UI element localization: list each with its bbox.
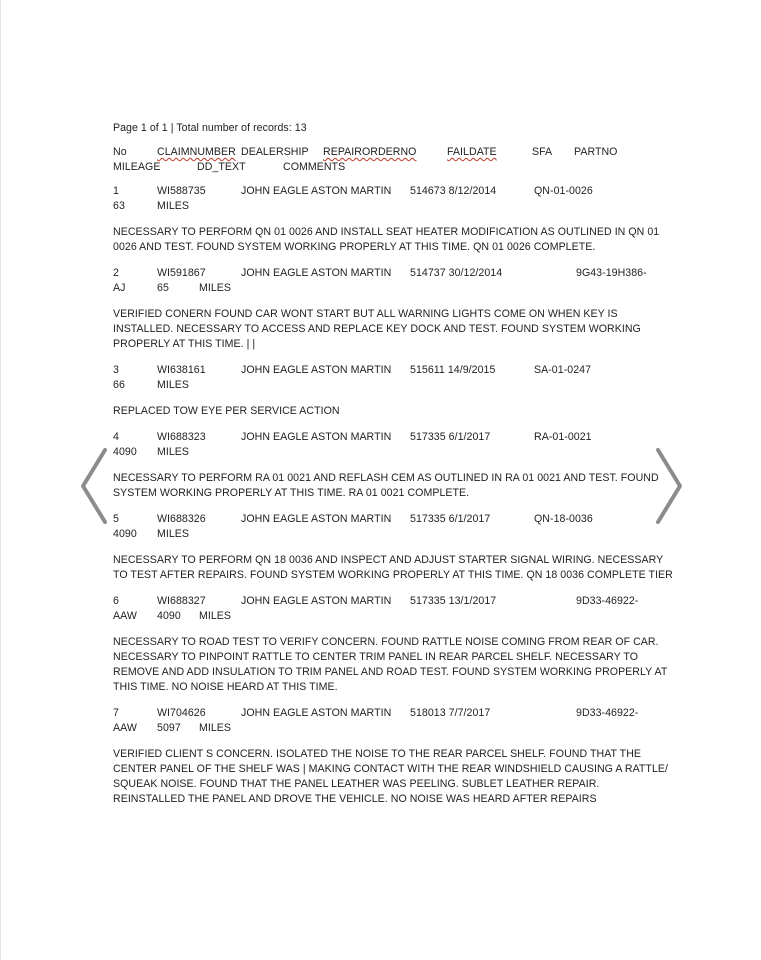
col-dd-text: DD_TEXT bbox=[197, 161, 246, 173]
record-ro-date: 517335 6/1/2017 bbox=[410, 513, 491, 525]
record-row bbox=[113, 363, 673, 378]
record-dealer: JOHN EAGLE ASTON MARTIN bbox=[241, 431, 392, 443]
record-row bbox=[113, 266, 673, 281]
record-mileage-row bbox=[113, 445, 673, 460]
col-repairorderno: REPAIRORDERNO bbox=[323, 146, 417, 158]
record-ro-date: 518013 7/7/2017 bbox=[410, 707, 491, 719]
record-miles: MILES bbox=[157, 200, 190, 212]
record-no: 7 bbox=[113, 707, 119, 719]
col-partno: PARTNO bbox=[574, 146, 618, 158]
record-comment: NECESSARY TO PERFORM QN 01 0026 AND INSTALL SEAT HEATER MODIFICATION AS OUTLINED IN QN 01 0026 AND TEST. FOUND SYSTEM WORKING PROPERLY AT THIS TIME. QN 01 0026 COMPLETE. bbox=[113, 226, 660, 253]
record-miles: MILES bbox=[199, 610, 232, 622]
record-claim: WI688323 bbox=[157, 431, 206, 443]
col-sfa: SFA bbox=[532, 146, 553, 158]
record-mileage-row bbox=[113, 721, 673, 736]
col-mileage: MILEAGE bbox=[113, 161, 161, 173]
record-mileage: 66 bbox=[113, 379, 125, 391]
record-miles: MILES bbox=[199, 722, 232, 734]
col-faildate: FAILDATE bbox=[447, 146, 497, 158]
record-miles: MILES bbox=[199, 282, 232, 294]
col-no: No bbox=[113, 146, 127, 158]
record-miles: MILES bbox=[157, 528, 190, 540]
record-dealer: JOHN EAGLE ASTON MARTIN bbox=[241, 595, 392, 607]
record-comment: NECESSARY TO PERFORM RA 01 0021 AND REFLASH CEM AS OUTLINED IN RA 01 0021 AND TEST. FOUND SYSTEM WORKING PROPERLY AT THIS TIME. RA 01 0021 COMPLETE. bbox=[113, 472, 659, 499]
record-mileage-row bbox=[113, 199, 673, 214]
record-ro-date: 515611 14/9/2015 bbox=[410, 364, 496, 376]
record-mileage: 4090 bbox=[113, 528, 137, 540]
record-sfa: RA-01-0021 bbox=[534, 431, 592, 443]
chevron-right-icon bbox=[654, 446, 684, 526]
record-ro-date: 514673 8/12/2014 bbox=[410, 185, 497, 197]
record-mileage-row bbox=[113, 281, 673, 296]
column-header-row bbox=[113, 145, 673, 160]
record-mileage-row bbox=[113, 378, 673, 393]
record-no: 5 bbox=[113, 513, 119, 525]
record-no: 3 bbox=[113, 364, 119, 376]
record-comment: VERIFIED CONERN FOUND CAR WONT START BUT ALL WARNING LIGHTS COME ON WHEN KEY IS INSTALLED. NECESSARY TO ACCESS AND REPLACE KEY DOCK AND TEST. FOUND SYSTEM WORKING PROPERLY AT THIS TIME. | | bbox=[113, 308, 641, 350]
record-sfa: 9D33-46922- bbox=[576, 707, 639, 719]
record-comment: NECESSARY TO ROAD TEST TO VERIFY CONCERN. FOUND RATTLE NOISE COMING FROM REAR OF CAR. NECESSARY TO PINPOINT RATTLE TO CENTER TRIM PANEL IN REAR PARCEL SHELF. NECESSARY TO REMOVE AND ADD INSULATION TO TRIM PANEL AND ROAD TEST. FOUND SYSTEM WORKING PROPERLY AT THIS TIME. NO NOISE HEARD AT THIS TIME. bbox=[113, 636, 668, 693]
record-ro-date: 514737 30/12/2014 bbox=[410, 267, 503, 279]
record-comment: NECESSARY TO PERFORM QN 18 0036 AND INSPECT AND ADJUST STARTER SIGNAL WIRING. NECESSARY TO TEST AFTER REPAIRS. FOUND SYSTEM WORKING PROPERLY AT THIS TIME. QN 18 0036 COMPLETE TIER bbox=[113, 554, 673, 581]
record-row bbox=[113, 594, 673, 609]
chevron-left-icon bbox=[79, 446, 109, 526]
record-row bbox=[113, 706, 673, 721]
record-row bbox=[113, 512, 673, 527]
col-comments: COMMENTS bbox=[283, 161, 346, 173]
record-row bbox=[113, 430, 673, 445]
record-no: 6 bbox=[113, 595, 119, 607]
record-claim: WI591867 bbox=[157, 267, 206, 279]
record-sfa: QN-18-0036 bbox=[534, 513, 593, 525]
record-comment: REPLACED TOW EYE PER SERVICE ACTION bbox=[113, 405, 340, 417]
next-page-button[interactable] bbox=[650, 446, 688, 526]
col-claimnumber: CLAIMNUMBER bbox=[157, 146, 236, 158]
record-dealer: JOHN EAGLE ASTON MARTIN bbox=[241, 364, 392, 376]
record-mileage: 4090 bbox=[113, 446, 137, 458]
record-claim: WI704626 bbox=[157, 707, 206, 719]
record-claim: WI638161 bbox=[157, 364, 206, 376]
record-ro-date: 517335 6/1/2017 bbox=[410, 431, 491, 443]
record-mileage-row bbox=[113, 527, 673, 542]
record-sfa: 9D33-46922- bbox=[576, 595, 639, 607]
record-dealer: JOHN EAGLE ASTON MARTIN bbox=[241, 513, 392, 525]
column-header-row-2 bbox=[113, 160, 673, 175]
record-mileage: 63 bbox=[113, 200, 125, 212]
record-no: 1 bbox=[113, 185, 119, 197]
record-sfa: SA-01-0247 bbox=[534, 364, 592, 376]
record-sfa: QN-01-0026 bbox=[534, 185, 593, 197]
record-dealer: JOHN EAGLE ASTON MARTIN bbox=[241, 267, 392, 279]
record-claim: WI688327 bbox=[157, 595, 206, 607]
record-mileage: 5097 bbox=[157, 722, 181, 734]
record-mileage-row bbox=[113, 609, 673, 624]
record-miles: MILES bbox=[157, 379, 190, 391]
record-row bbox=[113, 184, 673, 199]
record-ro-date: 517335 13/1/2017 bbox=[410, 595, 497, 607]
record-mileage: 4090 bbox=[157, 610, 181, 622]
record-dealer: JOHN EAGLE ASTON MARTIN bbox=[241, 707, 392, 719]
col-dealership: DEALERSHIP bbox=[241, 146, 309, 158]
record-claim: WI688326 bbox=[157, 513, 206, 525]
previous-page-button[interactable] bbox=[75, 446, 113, 526]
record-claim: WI588735 bbox=[157, 185, 206, 197]
record-part-suffix: AJ bbox=[113, 282, 126, 294]
record-miles: MILES bbox=[157, 446, 190, 458]
page-info: Page 1 of 1 | Total number of records: 13 bbox=[113, 122, 307, 134]
record-no: 2 bbox=[113, 267, 119, 279]
warranty-claims-report bbox=[113, 121, 673, 807]
record-part-suffix: AAW bbox=[113, 722, 137, 734]
record-comment: VERIFIED CLIENT S CONCERN. ISOLATED THE NOISE TO THE REAR PARCEL SHELF. FOUND THAT THE CENTER PANEL OF THE SHELF WAS | MAKING CONTACT WITH THE REAR WINDSHIELD CAUSING A RATTLE/ SQUEAK NOISE. FOUND THAT THE PANEL LEATHER WAS PEELING. SUBLET LEATHER REPAIR. REINSTALLED THE PANEL AND DROVE THE VEHICLE. NO NOISE WAS HEARD AFTER REPAIRS bbox=[113, 748, 669, 805]
record-mileage: 65 bbox=[157, 282, 169, 294]
record-sfa: 9G43-19H386- bbox=[576, 267, 647, 279]
record-part-suffix: AAW bbox=[113, 610, 137, 622]
record-no: 4 bbox=[113, 431, 119, 443]
record-dealer: JOHN EAGLE ASTON MARTIN bbox=[241, 185, 392, 197]
